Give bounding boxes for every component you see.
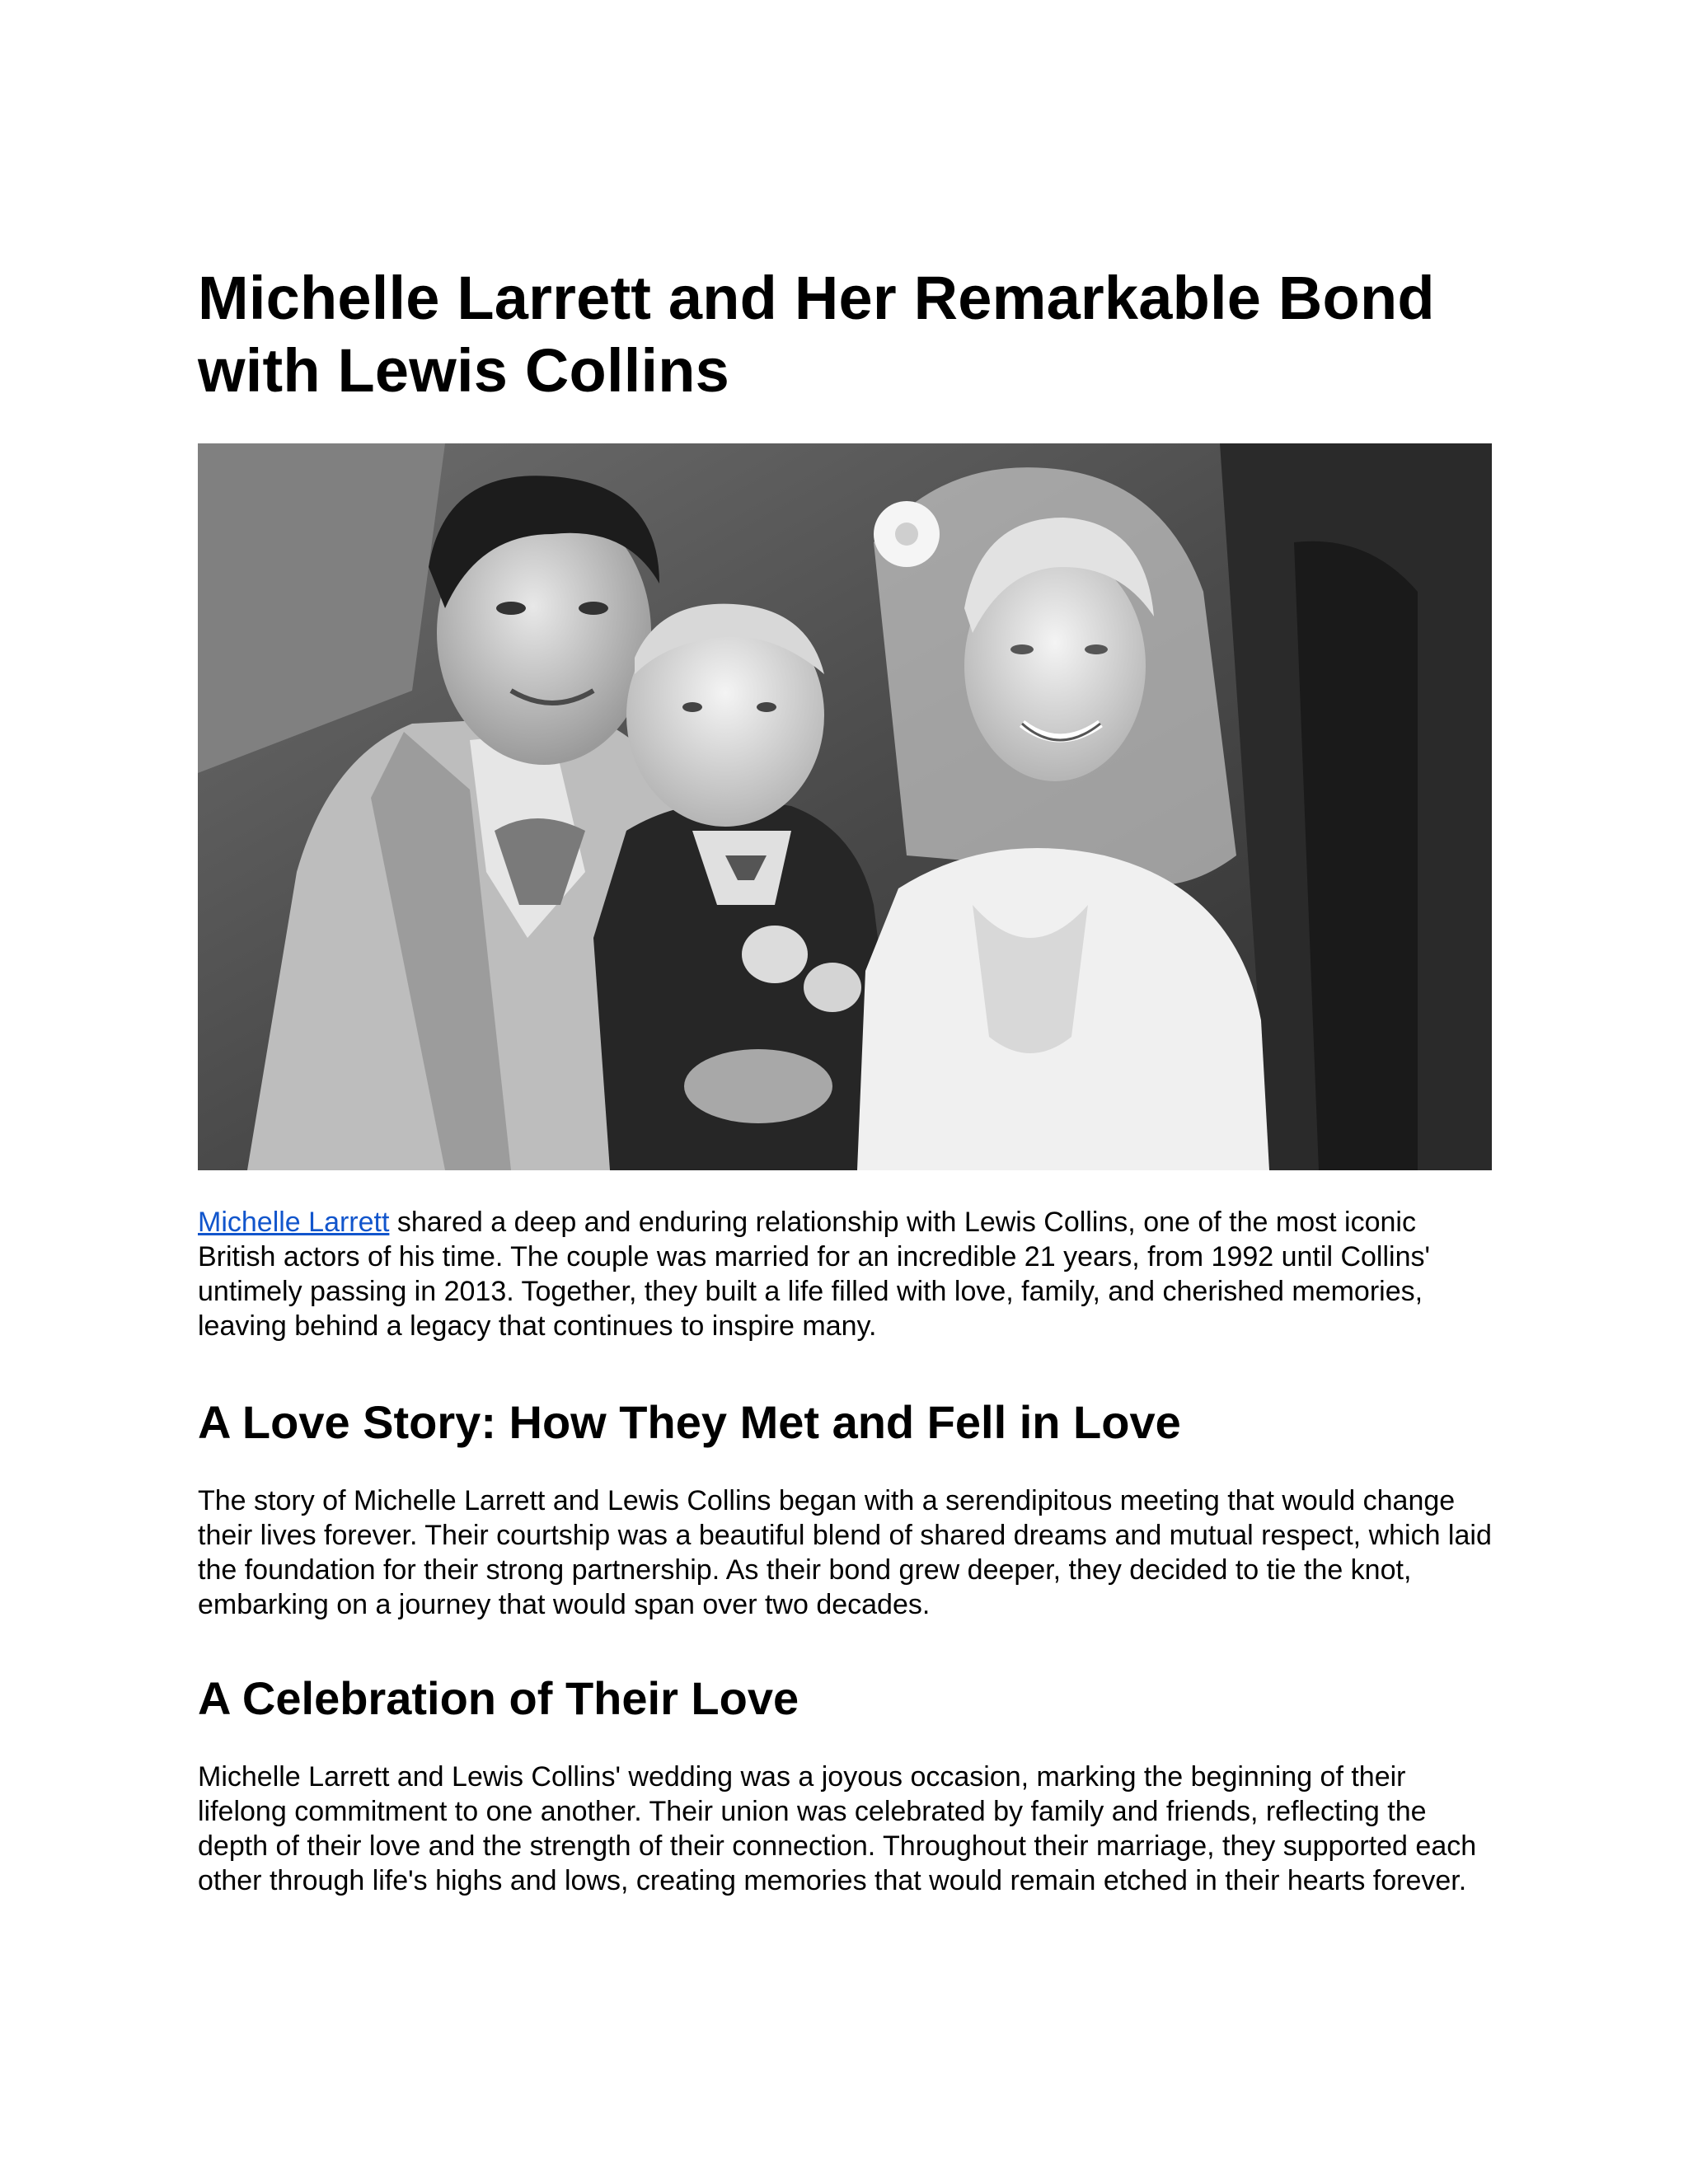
wedding-photo (198, 443, 1492, 1170)
section-body-celebration: Michelle Larrett and Lewis Collins' wedding was a joyous occasion, marking the beginning of their lifelong commitment to one another. Their union was celebrated by family and friends, reflecting the depth of their love and the strength of their connection. Throughout their marriage, they supported each other through life's highs and lows, creating memories that would remain etched in their hearts forever. (198, 1761, 1477, 1896)
michelle-larrett-link[interactable]: Michelle Larrett (198, 1207, 390, 1238)
section-heading-love-story: A Love Story: How They Met and Fell in Love (198, 1396, 1181, 1448)
intro-text: shared a deep and enduring relationship with Lewis Collins, one of the most iconic British actors of his time. The couple was married for an incredible 21 years, from 1992 until Collins' untimely passing in 2013. Together, they built a life filled with love, family, and cherished memories, leaving behind a legacy that continues to inspire many. (198, 1207, 1430, 1342)
intro-paragraph (198, 1205, 1492, 1343)
section-body-love-story: The story of Michelle Larrett and Lewis Collins began with a serendipitous meeting that would change their lives forever. Their courtship was a beautiful blend of shared dreams and mutual respect, which laid the foundation for their strong partnership. As their bond grew deeper, they decided to tie the knot, embarking on a journey that would span over two decades. (198, 1485, 1492, 1620)
section-heading-celebration: A Celebration of Their Love (198, 1672, 799, 1724)
article-title: Michelle Larrett and Her Remarkable Bond with Lewis Collins (198, 264, 1435, 405)
